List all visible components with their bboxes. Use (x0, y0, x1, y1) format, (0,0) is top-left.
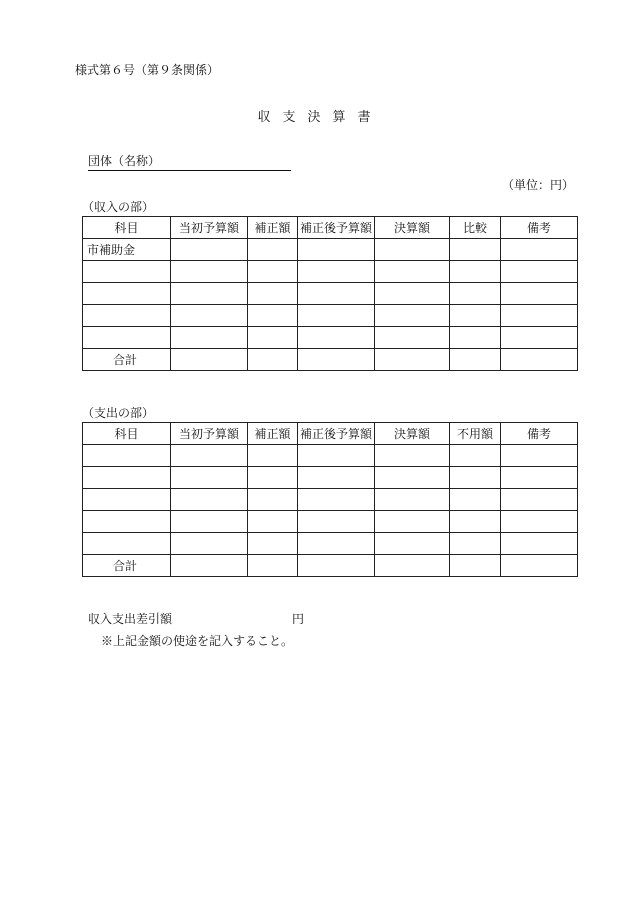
column-header: 補正額 (248, 217, 298, 239)
income-header-row (83, 217, 578, 239)
column-header: 当初予算額 (171, 217, 248, 239)
table-cell (298, 239, 375, 261)
table-cell (501, 555, 578, 577)
table-cell (248, 489, 298, 511)
column-header: 補正後予算額 (298, 217, 375, 239)
table-cell (298, 533, 375, 555)
table-cell (375, 533, 450, 555)
table-cell (375, 327, 450, 349)
table-cell (501, 445, 578, 467)
table-cell (501, 239, 578, 261)
table-cell (248, 283, 298, 305)
table-cell (83, 445, 171, 467)
total-label: 合計 (83, 349, 171, 371)
table-cell (248, 239, 298, 261)
table-cell (83, 533, 171, 555)
usage-note: ※上記金額の使途を記入すること。 (101, 634, 294, 648)
table-cell (298, 467, 375, 489)
table-row (83, 261, 578, 283)
table-cell (248, 533, 298, 555)
table-cell (248, 511, 298, 533)
table-cell (450, 489, 501, 511)
table-row (83, 533, 578, 555)
table-cell (501, 327, 578, 349)
table-cell (171, 533, 248, 555)
table-cell (248, 555, 298, 577)
expense-table (82, 422, 578, 577)
difference-label: 収入支出差引額 (88, 612, 173, 626)
column-header: 当初予算額 (171, 423, 248, 445)
table-cell (298, 283, 375, 305)
column-header: 不用額 (450, 423, 501, 445)
table-row (83, 445, 578, 467)
column-header: 決算額 (375, 217, 450, 239)
table-cell (83, 327, 171, 349)
table-cell (83, 511, 171, 533)
table-cell (501, 305, 578, 327)
income-total-row (83, 349, 578, 371)
table-cell (501, 533, 578, 555)
column-header: 補正額 (248, 423, 298, 445)
table-cell (248, 349, 298, 371)
table-cell (171, 511, 248, 533)
table-row (83, 239, 578, 261)
form-number: 様式第６号（第９条関係） (75, 63, 220, 77)
table-cell (375, 555, 450, 577)
table-cell (450, 467, 501, 489)
table-row (83, 511, 578, 533)
table-cell (375, 349, 450, 371)
table-cell (450, 261, 501, 283)
table-cell (501, 489, 578, 511)
table-cell (450, 305, 501, 327)
table-row (83, 305, 578, 327)
table-cell (450, 239, 501, 261)
table-row (83, 283, 578, 305)
document-title: 収支決算書 (257, 110, 383, 125)
table-cell (171, 239, 248, 261)
table-cell (298, 511, 375, 533)
table-cell (171, 349, 248, 371)
table-cell (375, 283, 450, 305)
table-cell (501, 261, 578, 283)
table-row (83, 489, 578, 511)
table-cell: 市補助金 (83, 239, 171, 261)
column-header: 科目 (83, 423, 171, 445)
column-header: 備考 (501, 423, 578, 445)
table-cell (171, 555, 248, 577)
table-cell (501, 467, 578, 489)
table-cell (501, 511, 578, 533)
table-cell (375, 511, 450, 533)
table-cell (171, 467, 248, 489)
table-cell (375, 467, 450, 489)
table-cell (375, 305, 450, 327)
column-header: 科目 (83, 217, 171, 239)
table-cell (298, 349, 375, 371)
income-table (82, 216, 578, 371)
table-cell (375, 489, 450, 511)
table-cell (375, 261, 450, 283)
table-cell (450, 533, 501, 555)
table-cell (298, 445, 375, 467)
table-cell (83, 305, 171, 327)
table-cell (450, 555, 501, 577)
table-cell (171, 489, 248, 511)
table-cell (248, 445, 298, 467)
column-header: 決算額 (375, 423, 450, 445)
table-cell (298, 305, 375, 327)
table-cell (83, 467, 171, 489)
difference-unit: 円 (292, 612, 305, 626)
table-cell (171, 327, 248, 349)
table-cell (298, 327, 375, 349)
expense-total-row (83, 555, 578, 577)
unit-label: （単位：円） (501, 178, 574, 192)
table-cell (450, 327, 501, 349)
table-cell (450, 511, 501, 533)
table-cell (83, 261, 171, 283)
table-cell (248, 327, 298, 349)
expense-header-row (83, 423, 578, 445)
table-cell (450, 283, 501, 305)
table-cell (375, 445, 450, 467)
table-cell (450, 445, 501, 467)
table-cell (171, 445, 248, 467)
expense-section-label: （支出の部） (82, 406, 155, 420)
table-cell (298, 261, 375, 283)
table-row (83, 327, 578, 349)
table-cell (450, 349, 501, 371)
table-cell (248, 467, 298, 489)
table-cell (501, 349, 578, 371)
table-cell (375, 239, 450, 261)
income-section-label: （収入の部） (82, 200, 155, 214)
organization-name-field: 団体（名称） (88, 152, 291, 171)
table-cell (298, 489, 375, 511)
table-cell (171, 283, 248, 305)
table-cell (501, 283, 578, 305)
column-header: 備考 (501, 217, 578, 239)
table-cell (248, 261, 298, 283)
table-cell (83, 283, 171, 305)
table-row (83, 467, 578, 489)
column-header: 比較 (450, 217, 501, 239)
table-cell (171, 305, 248, 327)
table-cell (248, 305, 298, 327)
total-label: 合計 (83, 555, 171, 577)
table-cell (171, 261, 248, 283)
table-cell (83, 489, 171, 511)
column-header: 補正後予算額 (298, 423, 375, 445)
table-cell (298, 555, 375, 577)
